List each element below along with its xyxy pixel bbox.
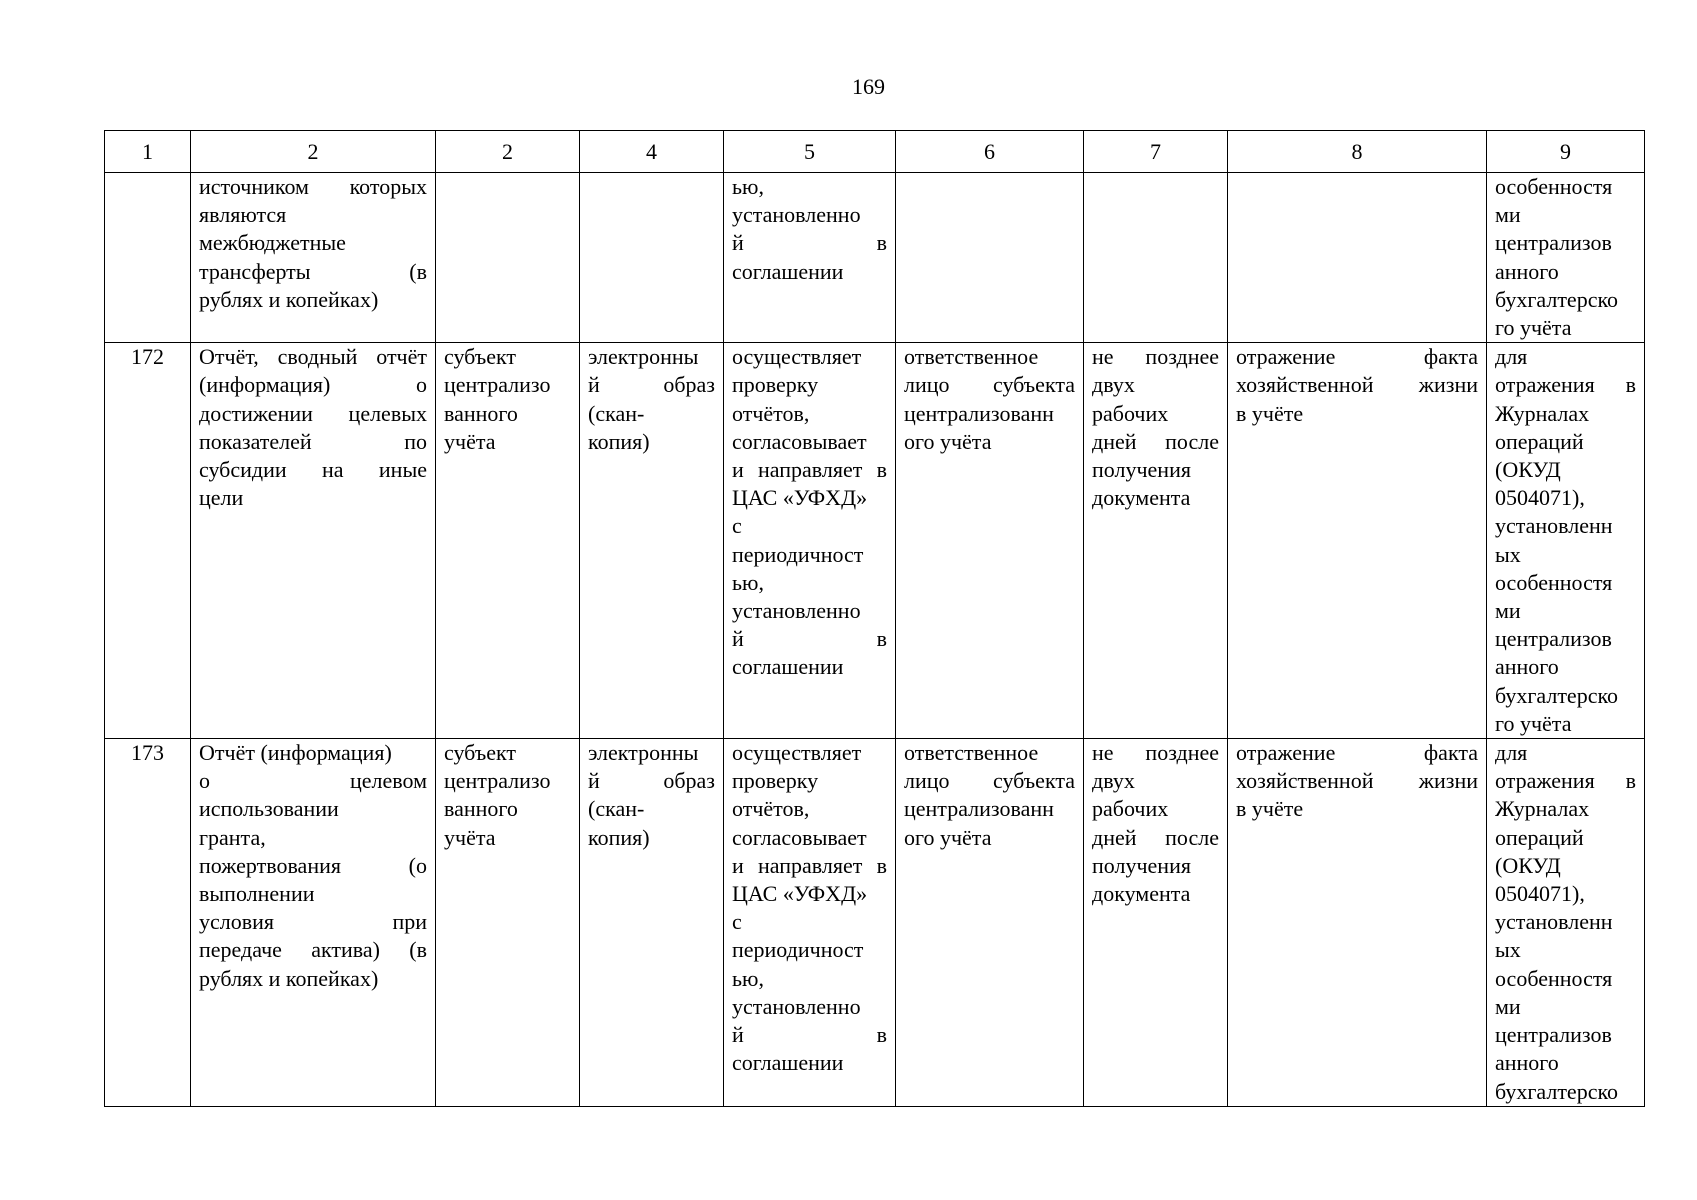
deadline-cell <box>1084 173 1228 343</box>
cell-text-line: ью, <box>732 965 764 991</box>
cell-text-line: установленно <box>732 202 861 228</box>
cell-text-line: источником которых <box>199 174 427 199</box>
header-cell: 1 <box>105 131 191 173</box>
cell-text-line: и направляет в <box>732 457 887 483</box>
cell-text-line: не позднее <box>1092 740 1219 766</box>
cell-text-line: й в <box>732 230 887 256</box>
header-cell: 9 <box>1487 131 1645 173</box>
cell-text-line: (скан- <box>588 400 645 426</box>
responsible-subject-cell <box>436 739 580 1107</box>
cell-text-line: рублях и копейках) <box>199 965 379 991</box>
cell-text-line: (информация) о <box>199 372 427 398</box>
cell-text-line: получения <box>1092 457 1191 483</box>
cell-text-line: Отчёт (информация) <box>199 740 392 766</box>
cell-text-line: учёта <box>444 824 496 850</box>
cell-text-line: операций <box>1495 428 1584 454</box>
document-form-cell <box>580 739 724 1107</box>
cell-text-line: электронны <box>588 344 699 370</box>
header-cell: 5 <box>724 131 896 173</box>
cell-text-line: анного <box>1495 654 1559 680</box>
cell-text-line: в учёте <box>1236 796 1304 822</box>
responsible-person-cell <box>896 343 1084 739</box>
cell-text-line: анного <box>1495 258 1559 284</box>
document-name-cell <box>191 739 436 1107</box>
cell-text-line: дней после <box>1092 824 1219 850</box>
cell-text-line: соглашении <box>732 1050 844 1076</box>
cell-text-line: ми <box>1495 598 1521 624</box>
deadline-cell <box>1084 739 1228 1107</box>
cell-text-line: гранта, <box>199 824 266 850</box>
cell-text-line: и направляет в <box>732 852 887 878</box>
cell-text-line: двух <box>1092 372 1135 398</box>
recipient-note-cell <box>1487 343 1645 739</box>
cell-text-line: лицо субъекта <box>904 372 1075 398</box>
cell-text-line: ЦАС «УФХД» <box>732 485 868 511</box>
cell-text-line: рабочих <box>1092 400 1169 426</box>
purpose-cell <box>1228 343 1487 739</box>
cell-text-line: централизов <box>1495 230 1612 256</box>
cell-text-line: установленн <box>1495 513 1613 539</box>
cell-text-line: ми <box>1495 202 1521 228</box>
recipient-note-cell <box>1487 739 1645 1107</box>
document-form-cell <box>580 343 724 739</box>
cell-text-line: проверку <box>732 768 819 794</box>
cell-text-line: (ОКУД <box>1495 457 1561 483</box>
cell-text-line: й в <box>732 626 887 652</box>
recipient-note-cell <box>1487 173 1645 343</box>
header-cell: 7 <box>1084 131 1228 173</box>
document-table <box>104 130 1645 1107</box>
cell-text-line: периодичност <box>732 937 864 963</box>
responsible-subject-cell <box>436 173 580 343</box>
cell-text-line: ванного <box>444 400 518 426</box>
row-number-cell: 173 <box>105 739 191 1107</box>
cell-text-line: осуществляет <box>732 344 862 370</box>
cell-text-line: субъект <box>444 344 516 370</box>
cell-text-line: й образ <box>588 372 715 398</box>
table-row <box>105 173 1645 343</box>
cell-text-line: особенностя <box>1495 965 1613 991</box>
cell-text-line: бухгалтерско <box>1495 682 1619 708</box>
cell-text-line: субъект <box>444 740 516 766</box>
table-row <box>105 343 1645 739</box>
cell-text-line: для <box>1495 740 1528 766</box>
cell-text-line: трансферты (в <box>199 258 427 284</box>
cell-text-line: документа <box>1092 881 1191 907</box>
cell-text-line: рабочих <box>1092 796 1169 822</box>
cell-text-line: установленн <box>1495 909 1613 935</box>
cell-text-line: соглашении <box>732 654 844 680</box>
cell-text-line: электронны <box>588 740 699 766</box>
cell-text-line: хозяйственной жизни <box>1236 372 1478 398</box>
cell-text-line: выполнении <box>199 881 315 907</box>
cell-text-line: (скан- <box>588 796 645 822</box>
header-cell: 8 <box>1228 131 1487 173</box>
cell-text-line: Отчёт, сводный отчёт <box>199 344 427 370</box>
cell-text-line: ого учёта <box>904 824 992 850</box>
cell-text-line: получения <box>1092 852 1191 878</box>
cell-text-line: копия) <box>588 428 650 454</box>
responsible-person-cell <box>896 173 1084 343</box>
cell-text-line: особенностя <box>1495 174 1613 199</box>
row-number-cell: 172 <box>105 343 191 739</box>
cell-text-line: й в <box>732 1022 887 1048</box>
cell-text-line: ых <box>1495 541 1521 567</box>
cell-text-line: централизов <box>1495 626 1612 652</box>
purpose-cell <box>1228 173 1487 343</box>
page-number: 169 <box>852 74 885 99</box>
cell-text-line: показателей по <box>199 428 427 454</box>
header-cell: 2 <box>436 131 580 173</box>
cell-text-line: двух <box>1092 768 1135 794</box>
cell-text-line: с <box>732 909 742 935</box>
header-cell: 2 <box>191 131 436 173</box>
cell-text-line: учёта <box>444 428 496 454</box>
cell-text-line: пожертвования (о <box>199 852 427 878</box>
cell-text-line: й образ <box>588 768 715 794</box>
cell-text-line: в учёте <box>1236 400 1304 426</box>
table-row <box>105 739 1645 1107</box>
cell-text-line: условия при <box>199 909 427 935</box>
cell-text-line: для <box>1495 344 1528 370</box>
table-header-row <box>105 131 1645 173</box>
cell-text-line: централизованн <box>904 796 1054 822</box>
cell-text-line: ответственное <box>904 344 1039 370</box>
purpose-cell <box>1228 739 1487 1107</box>
cell-text-line: ЦАС «УФХД» <box>732 881 868 907</box>
cell-text-line: достижении целевых <box>199 400 427 426</box>
cell-text-line: 0504071), <box>1495 881 1585 907</box>
cell-text-line: Журналах <box>1495 400 1590 426</box>
header-cell: 4 <box>580 131 724 173</box>
cell-text-line: бухгалтерско <box>1495 286 1619 312</box>
cell-text-line: с <box>732 513 742 539</box>
action-cell <box>724 739 896 1107</box>
cell-text-line: периодичност <box>732 541 864 567</box>
cell-text-line: соглашении <box>732 258 844 284</box>
cell-text-line: отражение факта <box>1236 344 1478 370</box>
cell-text-line: ых <box>1495 937 1521 963</box>
cell-text-line: межбюджетные <box>199 230 346 256</box>
cell-text-line: централизо <box>444 768 551 794</box>
cell-text-line: ью, <box>732 174 764 199</box>
header-cell: 6 <box>896 131 1084 173</box>
cell-text-line: централизо <box>444 372 551 398</box>
document-form-cell <box>580 173 724 343</box>
cell-text-line: ответственное <box>904 740 1039 766</box>
cell-text-line: лицо субъекта <box>904 768 1075 794</box>
cell-text-line: дней после <box>1092 428 1219 454</box>
row-number-cell <box>105 173 191 343</box>
document-name-cell <box>191 173 436 343</box>
cell-text-line: согласовывает <box>732 428 867 454</box>
cell-text-line: документа <box>1092 485 1191 511</box>
cell-text-line: являются <box>199 202 287 228</box>
cell-text-line: централизов <box>1495 1022 1612 1048</box>
cell-text-line: о целевом <box>199 768 427 794</box>
cell-text-line: централизованн <box>904 400 1054 426</box>
cell-text-line: 0504071), <box>1495 485 1585 511</box>
cell-text-line: отражения в <box>1495 768 1636 794</box>
cell-text-line: (ОКУД <box>1495 852 1561 878</box>
cell-text-line: субсидии на иные <box>199 457 427 483</box>
cell-text-line: го учёта <box>1495 315 1572 341</box>
cell-text-line: Журналах <box>1495 796 1590 822</box>
cell-text-line: передаче актива) (в <box>199 937 427 963</box>
cell-text-line: отражения в <box>1495 372 1636 398</box>
cell-text-line: отражение факта <box>1236 740 1478 766</box>
cell-text-line: не позднее <box>1092 344 1219 370</box>
cell-text-line: копия) <box>588 824 650 850</box>
cell-text-line: анного <box>1495 1050 1559 1076</box>
cell-text-line: отчётов, <box>732 400 810 426</box>
cell-text-line: отчётов, <box>732 796 810 822</box>
cell-text-line: использовании <box>199 796 339 822</box>
cell-text-line: установленно <box>732 598 861 624</box>
cell-text-line: ого учёта <box>904 428 992 454</box>
cell-text-line: установленно <box>732 993 861 1019</box>
cell-text-line: ванного <box>444 796 518 822</box>
responsible-subject-cell <box>436 343 580 739</box>
cell-text-line: особенностя <box>1495 569 1613 595</box>
cell-text-line: ью, <box>732 569 764 595</box>
cell-text-line: цели <box>199 485 244 511</box>
cell-text-line: проверку <box>732 372 819 398</box>
action-cell <box>724 173 896 343</box>
deadline-cell <box>1084 343 1228 739</box>
action-cell <box>724 343 896 739</box>
cell-text-line: осуществляет <box>732 740 862 766</box>
responsible-person-cell <box>896 739 1084 1107</box>
cell-text-line: согласовывает <box>732 824 867 850</box>
document-name-cell <box>191 343 436 739</box>
cell-text-line: рублях и копейках) <box>199 286 379 312</box>
cell-text-line: ми <box>1495 993 1521 1019</box>
cell-text-line: операций <box>1495 824 1584 850</box>
cell-text-line: хозяйственной жизни <box>1236 768 1478 794</box>
cell-text-line: го учёта <box>1495 710 1572 736</box>
cell-text-line: бухгалтерско <box>1495 1078 1619 1104</box>
